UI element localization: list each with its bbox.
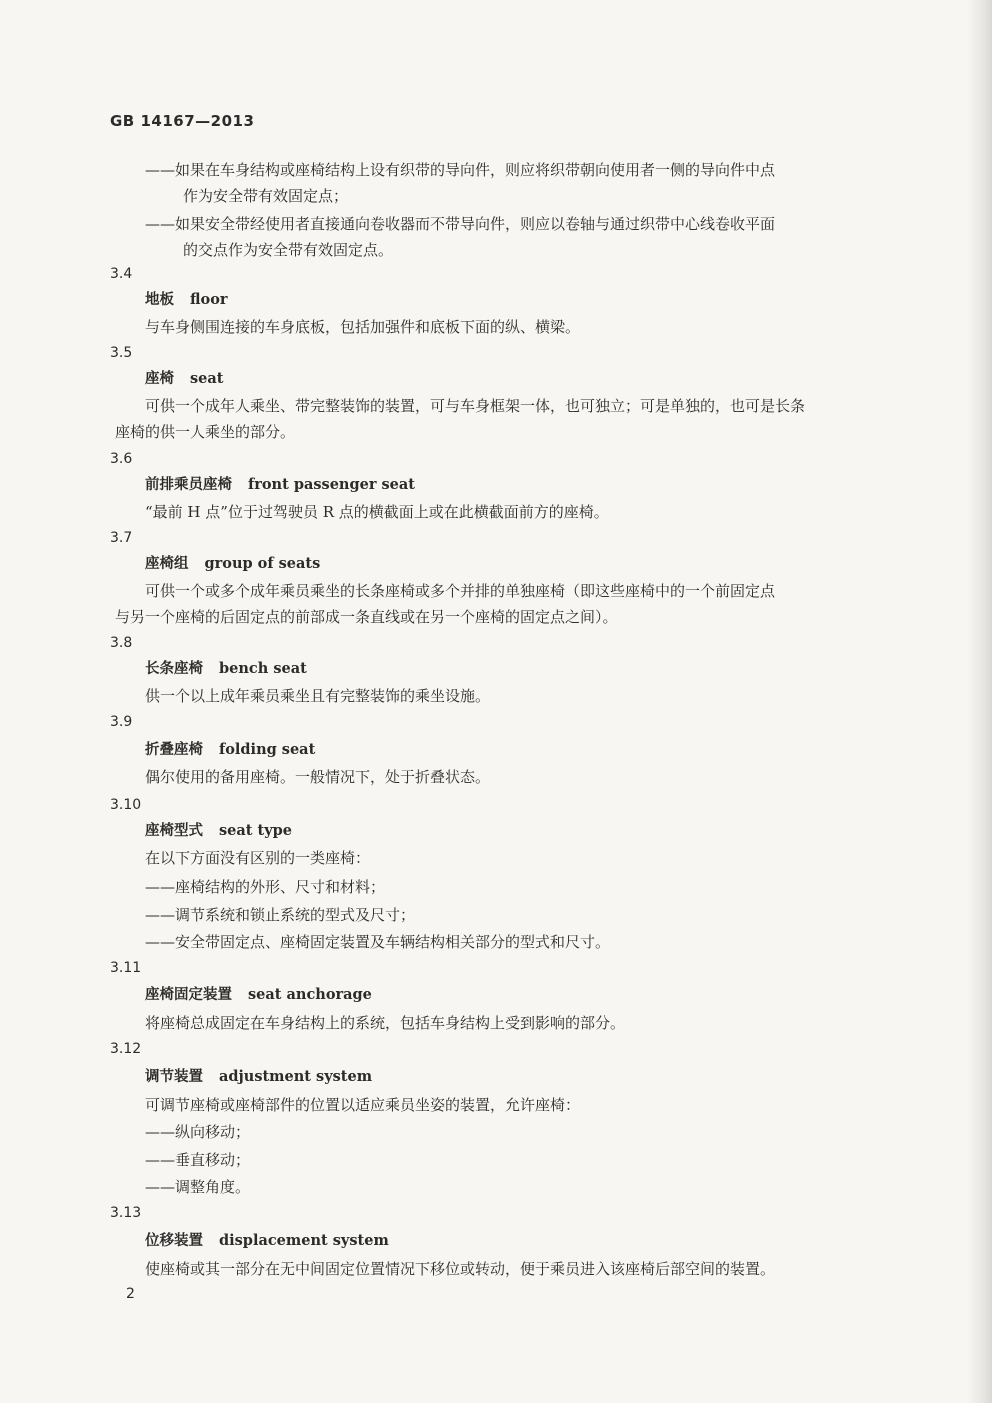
section-definition-line: 偶尔使用的备用座椅。一般情况下，处于折叠状态。 [145,768,491,786]
term-zh: 前排乘员座椅 [145,477,232,493]
section-term [145,659,307,679]
section-number: 3.8 [110,635,133,651]
section-term [145,475,415,495]
section-definition-line: 可调节座椅或座椅部件的位置以适应乘员坐姿的装置，允许座椅： [145,1096,581,1114]
term-zh: 折叠座椅 [145,742,203,758]
intro-item-1-line-2: 作为安全带有效固定点； [183,187,349,205]
section-term [145,985,372,1005]
section-term [145,1067,372,1087]
section-definition-line: 供一个以上成年乘员乘坐且有完整装饰的乘坐设施。 [145,687,491,705]
section-definition-line: 将座椅总成固定在车身结构上的系统，包括车身结构上受到影响的部分。 [145,1014,626,1032]
section-number: 3.11 [110,960,142,976]
term-en: seat type [219,822,293,839]
section-definition-line: 可供一个成年人乘坐、带完整装饰的装置，可与车身框架一体，也可独立；可是单独的，也可是长条 [145,397,806,415]
term-zh: 位移装置 [145,1233,203,1249]
standard-code-header: GB 14167—2013 [110,112,255,130]
section-number: 3.7 [110,530,133,546]
page-number: 2 [126,1286,135,1302]
term-zh: 座椅 [145,371,174,387]
term-zh: 座椅型式 [145,823,203,839]
section-list-item: ——调整角度。 [145,1178,251,1196]
section-term [145,554,320,574]
section-list-item: ——座椅结构的外形、尺寸和材料； [145,878,386,896]
section-number: 3.6 [110,451,133,467]
term-en: displacement system [219,1232,389,1249]
section-definition-line: 在以下方面没有区别的一类座椅： [145,849,371,867]
term-zh: 座椅组 [145,556,189,572]
section-definition-line: 与另一个座椅的后固定点的前部成一条直线或在另一个座椅的固定点之间）。 [115,608,618,626]
term-en: adjustment system [219,1068,373,1085]
page-edge-shadow [966,0,992,1403]
section-list-item: ——纵向移动； [145,1123,251,1141]
section-definition-line: 使座椅或其一部分在无中间固定位置情况下移位或转动，便于乘员进入该座椅后部空间的装置。 [145,1260,776,1278]
intro-item-1-line-1: ——如果在车身结构或座椅结构上设有织带的导向件，则应将织带朝向使用者一侧的导向件中点 [145,161,776,179]
term-zh: 地板 [145,292,174,308]
term-zh: 调节装置 [145,1069,203,1085]
section-term [145,821,292,841]
term-en: folding seat [219,741,316,758]
section-list-item: ——调节系统和锁止系统的型式及尺寸； [145,906,416,924]
term-zh: 长条座椅 [145,661,203,677]
section-definition-line: “最前 H 点”位于过驾驶员 R 点的横截面上或在此横截面前方的座椅。 [145,503,609,521]
section-number: 3.5 [110,345,133,361]
section-number: 3.4 [110,266,133,282]
section-list-item: ——垂直移动； [145,1151,251,1169]
section-number: 3.12 [110,1041,142,1057]
section-number: 3.10 [110,797,142,813]
intro-item-2-line-2: 的交点作为安全带有效固定点。 [183,241,394,259]
section-term [145,290,228,310]
term-en: seat [190,370,224,387]
section-number: 3.13 [110,1205,142,1221]
term-en: group of seats [204,555,321,572]
section-term [145,740,315,760]
section-term [145,369,223,389]
section-list-item: ——安全带固定点、座椅固定装置及车辆结构相关部分的型式和尺寸。 [145,933,611,951]
term-en: floor [190,291,228,308]
section-number: 3.9 [110,714,133,730]
intro-item-2-line-1: ——如果安全带经使用者直接通向卷收器而不带导向件，则应以卷轴与通过织带中心线卷收平面 [145,215,776,233]
section-definition-line: 与车身侧围连接的车身底板，包括加强件和底板下面的纵、横梁。 [145,318,581,336]
term-en: front passenger seat [248,476,415,493]
term-en: bench seat [219,660,307,677]
term-zh: 座椅固定装置 [145,987,232,1003]
section-term [145,1231,389,1251]
term-en: seat anchorage [248,986,372,1003]
section-definition-line: 可供一个或多个成年乘员乘坐的长条座椅或多个并排的单独座椅（即这些座椅中的一个前固定点 [145,582,776,600]
section-definition-line: 座椅的供一人乘坐的部分。 [115,423,296,441]
